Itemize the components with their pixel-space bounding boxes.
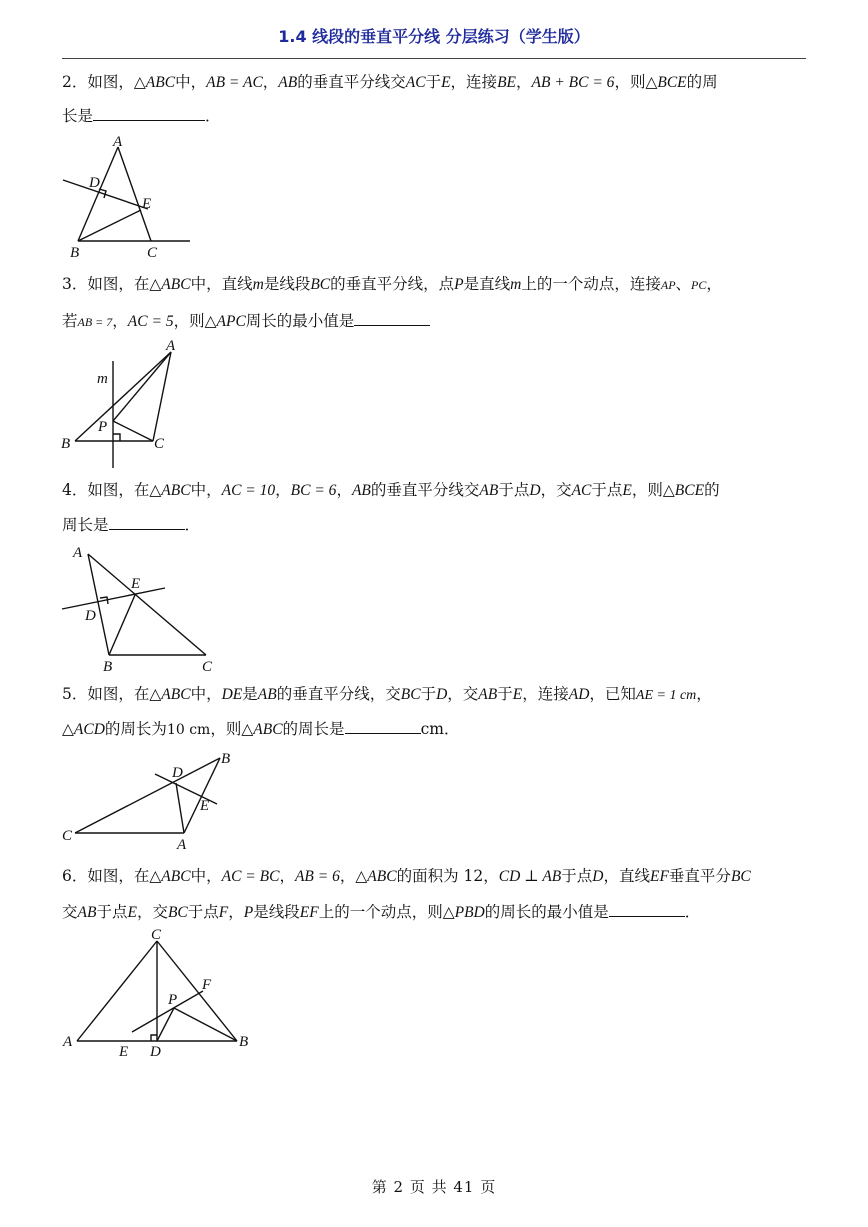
q6-segment-pb — [174, 1008, 237, 1041]
q5-triangle: △ABC — [149, 686, 191, 703]
q6-text: 垂直平分 — [668, 867, 731, 885]
q4-point: E — [622, 482, 632, 499]
q2-segment: AC — [405, 74, 426, 91]
q3-segment: AP — [660, 278, 676, 292]
q2-text: 的周 — [686, 73, 718, 91]
q4-text: ， — [275, 481, 291, 499]
header-divider — [62, 58, 806, 59]
q2-text: 长是 — [62, 107, 94, 125]
q5-segment: AB — [478, 686, 498, 703]
q4-triangle: △BCE — [662, 482, 705, 499]
q3-text: 若 — [62, 312, 78, 330]
q2-text: ， — [516, 73, 532, 91]
q5-segment: DE — [221, 686, 243, 703]
q3-condition: AB = 7 — [77, 315, 113, 329]
q6-text: 中， — [190, 867, 222, 885]
q4-triangle: △ABC — [149, 482, 191, 499]
q4-text: 周长是 — [62, 516, 109, 534]
q5-point: E — [512, 686, 523, 703]
q6-triangle: △ABC — [149, 868, 191, 885]
q6-text: ，交 — [136, 903, 168, 921]
q4-label-e: E — [131, 576, 141, 592]
q3-triangle: △APC — [204, 313, 246, 330]
question-6-line-2 — [62, 901, 700, 923]
q3-answer-blank[interactable] — [354, 310, 430, 326]
q6-segment: BC — [167, 904, 188, 921]
q5-point: D — [436, 686, 448, 703]
q5-text: 的周长是 — [282, 720, 345, 738]
q5-text: ，则 — [210, 720, 242, 738]
q6-label-c: C — [151, 927, 162, 943]
q2-side-ab — [78, 147, 118, 241]
q6-text: 于点 — [187, 903, 219, 921]
question-5-line-2 — [62, 718, 459, 740]
q3-point: P — [454, 276, 464, 293]
page-number-footer: 第 2 页 共 41 页 — [371, 1178, 497, 1196]
q6-point: E — [127, 904, 137, 921]
q3-text: ， — [112, 312, 128, 330]
q3-text: 的垂直平分线，点 — [330, 275, 455, 293]
q5-segment: BC — [400, 686, 421, 703]
q3-text: 上的一个动点，连接 — [521, 275, 661, 293]
q5-value: 10 cm — [166, 722, 211, 738]
q6-segment: AB — [77, 904, 97, 921]
q5-figure — [55, 745, 255, 855]
q6-label-f: F — [202, 977, 212, 993]
q4-text: ． — [184, 516, 201, 534]
q3-text: 如图，在 — [87, 275, 150, 293]
q2-condition: AB = AC — [206, 74, 263, 91]
q5-label-d: D — [172, 765, 183, 781]
q6-text: ， — [279, 867, 295, 885]
q3-condition: AC = 5 — [127, 313, 174, 330]
q3-number: 3． — [62, 275, 88, 293]
q3-right-angle-mark — [113, 434, 120, 441]
q5-segment: AB — [257, 686, 277, 703]
q3-text: 周长的最小值是 — [245, 312, 355, 330]
q5-condition: AE = 1 cm — [635, 688, 697, 703]
q6-text: 上的一个动点，则 — [318, 903, 443, 921]
q3-triangle: △ABC — [149, 276, 191, 293]
q3-label-a: A — [166, 338, 176, 354]
page-header-title: 1.4 线段的垂直平分线 分层练习（学生版） — [278, 27, 590, 46]
q6-point: D — [592, 868, 604, 885]
q2-text: ，连接 — [450, 73, 498, 91]
q5-answer-blank[interactable] — [345, 718, 421, 734]
q4-text: ，则 — [631, 481, 663, 499]
q5-number: 5． — [62, 685, 88, 703]
q6-text: ，直线 — [603, 867, 650, 885]
q2-label-d: D — [89, 175, 100, 191]
q4-text: 的 — [704, 481, 720, 499]
question-3-line-2 — [62, 310, 430, 332]
q4-text: ，交 — [540, 481, 572, 499]
q3-segment: PC — [691, 278, 707, 292]
q3-segment: BC — [310, 276, 331, 293]
q2-text: ． — [205, 107, 221, 125]
q2-figure — [55, 130, 205, 260]
q4-number: 4． — [62, 481, 88, 499]
q5-segment-ad — [176, 783, 184, 833]
question-5-line-1 — [62, 684, 712, 706]
question-4-line-2 — [62, 514, 200, 535]
q6-side-ac — [77, 941, 157, 1041]
q6-side-cb — [157, 941, 237, 1041]
q6-segment: BC — [730, 868, 751, 885]
q6-point: F — [218, 904, 229, 921]
q5-text: 是 — [242, 685, 258, 703]
q4-text: 于点 — [591, 481, 623, 499]
q4-segment: AC — [571, 482, 592, 499]
question-4-line-1 — [62, 480, 720, 501]
q4-segment: AB — [351, 482, 371, 499]
q4-figure — [55, 540, 225, 675]
q5-side-ab — [184, 758, 220, 833]
q5-text: ， — [696, 685, 712, 703]
q6-label-d: D — [150, 1044, 161, 1060]
q5-text: 中， — [190, 685, 222, 703]
q5-unit: cm — [420, 720, 444, 738]
q5-label-b: B — [221, 751, 231, 767]
q6-segment: EF — [649, 868, 669, 885]
q2-triangle: △ABC — [133, 74, 176, 91]
q5-segment: AD — [568, 686, 590, 703]
q2-text: ，则 — [614, 73, 646, 91]
q3-segment-ap — [113, 352, 171, 421]
q2-label-a: A — [113, 134, 123, 150]
question-2-line-2 — [62, 105, 221, 126]
q4-text: 于点 — [498, 481, 530, 499]
q3-text: 、 — [675, 275, 692, 293]
q3-text: 中，直线 — [190, 275, 253, 293]
q6-label-b: B — [239, 1034, 249, 1050]
q6-label-p: P — [168, 992, 178, 1008]
q3-label-p: P — [98, 419, 108, 435]
q5-text: ，交 — [447, 685, 479, 703]
q6-text: 交 — [62, 903, 78, 921]
q4-label-c: C — [202, 659, 213, 675]
q2-text: 于 — [425, 73, 442, 91]
q5-text: ，连接 — [522, 685, 569, 703]
q4-text: 的垂直平分线交 — [370, 481, 480, 499]
q2-text: ， — [262, 73, 279, 91]
q6-text: ． — [684, 903, 701, 921]
q5-triangle: △ABC — [241, 721, 283, 738]
q2-side-ac — [118, 147, 151, 241]
q3-label-c: C — [154, 436, 165, 452]
q5-text: 如图，在 — [87, 685, 150, 703]
q5-label-a: A — [177, 837, 187, 853]
q3-side-ba — [75, 352, 171, 441]
q6-text: ， — [228, 903, 244, 921]
q6-condition: AB = 6 — [294, 868, 340, 885]
q2-label-c: C — [147, 245, 158, 261]
q2-condition: AB + BC = 6 — [531, 74, 615, 91]
q6-text: 于点 — [96, 903, 128, 921]
question-2-line-1 — [62, 72, 718, 93]
q3-figure — [55, 333, 195, 473]
q6-text: 的面积为 12， — [396, 867, 499, 885]
q4-answer-blank[interactable] — [109, 514, 185, 530]
q4-text: ， — [336, 481, 352, 499]
q4-segment: AB — [479, 482, 499, 499]
q6-text: 的周长的最小值是 — [484, 903, 609, 921]
q6-triangle: △ABC — [355, 868, 397, 885]
q4-label-a: A — [73, 545, 83, 561]
q4-segment-be — [109, 595, 135, 655]
q5-text: 于 — [420, 685, 437, 703]
q3-text: 是直线 — [463, 275, 511, 293]
q6-condition: CD ⊥ AB — [498, 868, 562, 885]
question-6-line-1 — [62, 866, 751, 887]
q4-label-d: D — [85, 608, 96, 624]
q4-text: 如图，在 — [87, 481, 150, 499]
q2-triangle: △BCE — [645, 74, 687, 91]
q3-line-m: m — [252, 276, 264, 293]
q4-condition: AC = 10 — [221, 482, 276, 499]
q5-label-c: C — [62, 828, 73, 844]
q5-text: ． — [443, 720, 460, 738]
q4-label-b: B — [103, 659, 113, 675]
q4-condition: BC = 6 — [290, 482, 337, 499]
q5-text: 于 — [497, 685, 513, 703]
q3-line-m: m — [510, 276, 522, 293]
q5-text: 的周长为 — [104, 720, 167, 738]
q5-triangle: △ACD — [62, 721, 105, 738]
q6-text: 于点 — [561, 867, 593, 885]
q2-segment: BE — [497, 74, 516, 91]
q2-point: E — [441, 74, 451, 91]
q2-answer-blank[interactable] — [93, 105, 205, 121]
q3-text: 是线段 — [263, 275, 311, 293]
q2-text: 如图， — [87, 73, 134, 91]
q3-text: ，则 — [173, 312, 205, 330]
q2-text: 中， — [175, 73, 207, 91]
q6-label-a: A — [63, 1034, 73, 1050]
q2-number: 2． — [62, 73, 88, 91]
q2-label-e: E — [142, 196, 152, 212]
q4-text: 中， — [190, 481, 222, 499]
q2-label-b: B — [70, 245, 80, 261]
q6-label-e: E — [119, 1044, 129, 1060]
q2-segment: AB — [278, 74, 298, 91]
q4-point: D — [529, 482, 541, 499]
q3-label-m: m — [97, 371, 108, 387]
q6-text: 如图，在 — [87, 867, 150, 885]
q6-right-angle-mark — [151, 1035, 157, 1041]
q5-label-e: E — [200, 798, 210, 814]
q3-text: ， — [706, 275, 722, 293]
q6-text: ， — [339, 867, 356, 885]
q6-triangle: △PBD — [442, 904, 485, 921]
q5-text: 的垂直平分线，交 — [276, 685, 401, 703]
q6-text: 是线段 — [253, 903, 300, 921]
q6-answer-blank[interactable] — [609, 901, 685, 917]
q6-point: P — [243, 904, 254, 921]
q5-text: ，已知 — [589, 685, 636, 703]
question-3-line-1 — [62, 274, 722, 295]
q6-segment: EF — [299, 904, 319, 921]
q3-label-b: B — [61, 436, 71, 452]
q6-figure — [55, 925, 265, 1065]
q6-condition: AC = BC — [221, 868, 280, 885]
q6-number: 6． — [62, 867, 88, 885]
q2-text: 的垂直平分线交 — [297, 73, 406, 91]
q3-segment-pc — [113, 421, 153, 441]
q2-segment-be — [78, 210, 141, 241]
